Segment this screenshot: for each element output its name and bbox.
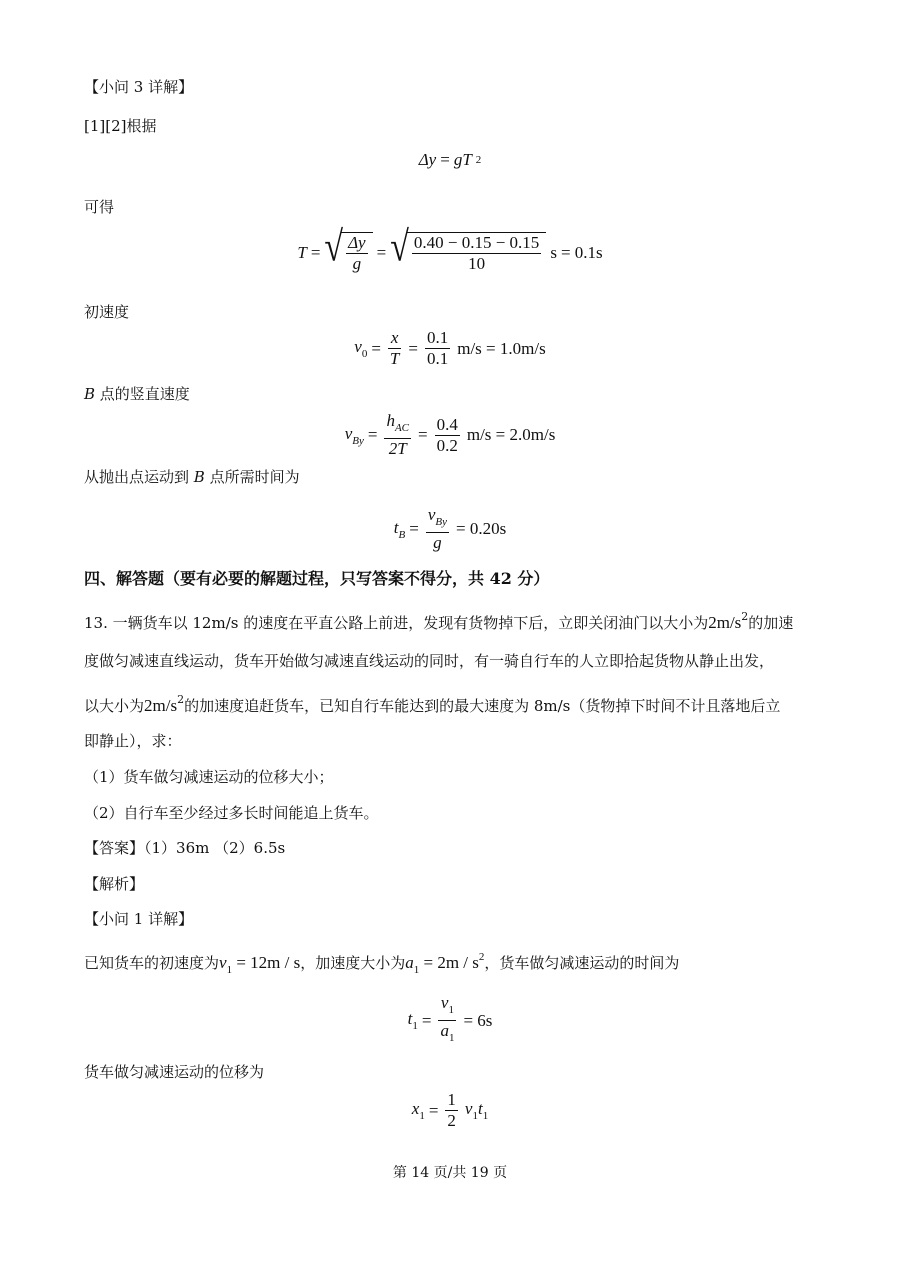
q13-subquestion-2: （2）自行车至少经过多长时间能追上货车。 — [84, 804, 379, 822]
text-get: 可得 — [84, 198, 115, 216]
equation-t1: $t_1$ = $\frac{v_1}{a_1}$ = 6s — [407, 993, 493, 1044]
equation-tb: $t_B$ = $\frac{v_{By}}{g}$ = 0.20s — [393, 505, 507, 552]
q13-line-4: 即静止），求： — [84, 732, 182, 750]
q13-subquestion-1: （1）货车做匀减速运动的位移大小； — [84, 768, 334, 786]
answer-line: 【答案】（1）36m （2）6.5s — [84, 839, 286, 857]
equation-x1: $x_1$ = $\frac{1}{2}$ $v_1t_1$ — [411, 1090, 489, 1130]
q13-line-3: 以大小为$2m/s^2$的加速度追赶货车，已知自行车能达到的最大速度为 8m/s（货物掉下时间不计且落地后立 — [84, 693, 781, 715]
equation-delta-y: Δy = gT 2 — [418, 150, 482, 169]
text-basis: [1][2]根据 — [84, 117, 157, 135]
text-displacement: 货车做匀减速运动的位移为 — [84, 1063, 265, 1081]
q13-line-1: 13. 一辆货车以 12m/s 的速度在平直公路上前进，发现有货物掉下后，立即关闭油门以大小为$2m/s^2$的加速 — [84, 610, 794, 632]
section-4-heading: 四、解答题（要有必要的解题过程，只写答案不得分，共 42 分） — [84, 569, 550, 588]
equation-period: T = √ $\frac{\Delta y}{g}$ = √ $\frac{0.40 - 0.15 - 0.15}{10}$ s = 0.1s — [297, 224, 603, 273]
known-values-line: 已知货车的初速度为$v_1 = 12m / s$，加速度大小为$a_1 = 2m / s^2$，货车做匀减速运动的时间为 — [84, 951, 680, 976]
equation-vby: $v_{By}$ = $\frac{h_{AC}}{2T}$ = $\frac{0.4}{0.2}$ m/s = 2.0m/s — [344, 411, 556, 458]
text-time-to-b: 从抛出点运动到 B 点所需时间为 — [84, 468, 300, 486]
section-q1-heading: 【小问 1 详解】 — [84, 910, 194, 928]
analysis-heading: 【解析】 — [84, 875, 145, 893]
text-b-vertical-velocity: B 点的竖直速度 — [84, 385, 190, 403]
equation-v0: $v_0$ = $\frac{x}{T}$ = $\frac{0.1}{0.1}$ m/s = 1.0m/s — [354, 328, 546, 368]
section-q3-heading: 【小问 3 详解】 — [84, 78, 194, 96]
q13-line-2: 度做匀减速直线运动，货车开始做匀减速直线运动的同时，有一骑自行车的人立即拾起货物从静止出发， — [84, 652, 775, 670]
page-footer: 第 14 页/共 19 页 — [392, 1165, 508, 1181]
text-initial-velocity: 初速度 — [84, 303, 130, 321]
